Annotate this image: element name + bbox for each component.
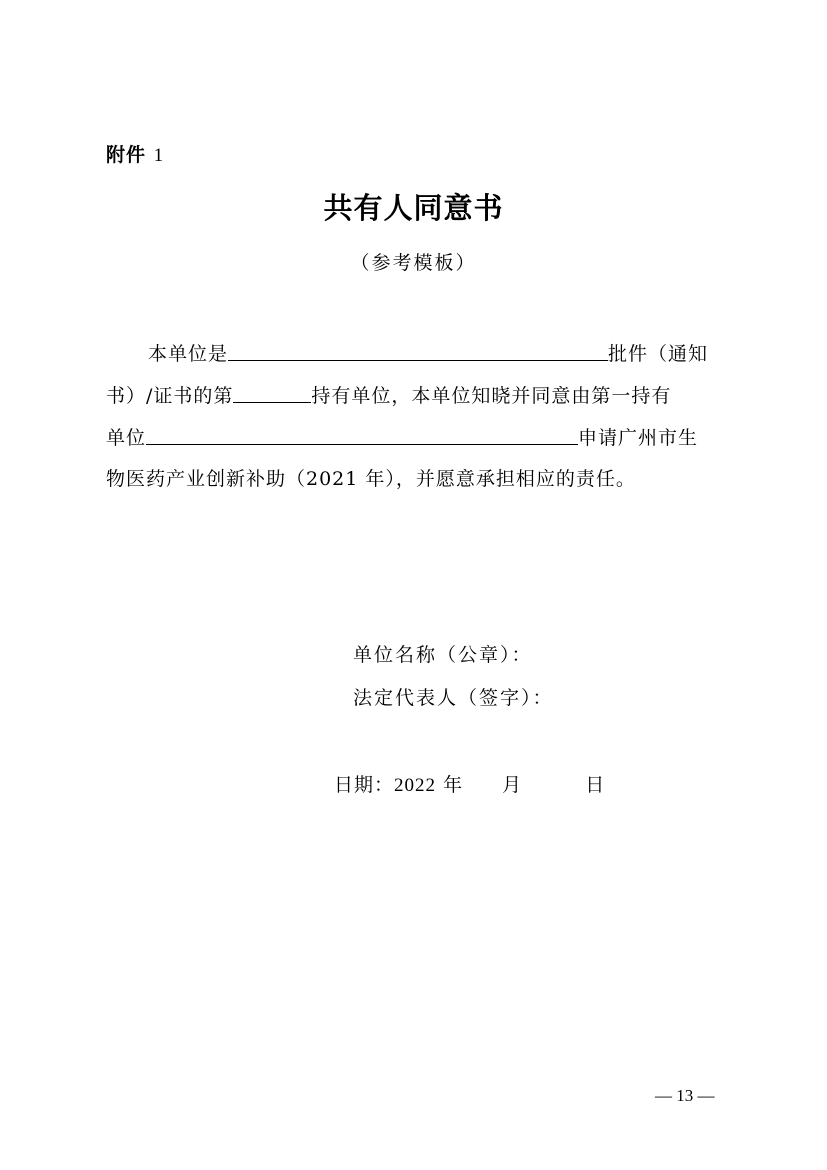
body-line-1-start: 本单位是	[148, 343, 229, 365]
body-line-3-start: 单位	[106, 427, 147, 449]
body-line-1-end: 批件（通知	[608, 343, 709, 365]
date-year-unit: 年	[443, 774, 464, 796]
unit-name-label: 单位名称（公章）：	[353, 644, 533, 666]
body-line-2-end: 持有单位，本单位知晓并同意由第一持有	[311, 385, 672, 407]
first-holder-blank[interactable]	[146, 422, 578, 445]
page-number: — 13 —	[655, 1086, 715, 1105]
body-line-3-end: 申请广州市生	[578, 427, 699, 449]
attachment-label-text: 附件	[106, 144, 147, 166]
date-day-unit: 日	[585, 774, 606, 796]
approval-name-blank[interactable]	[228, 338, 608, 361]
document-title: 共有人同意书	[323, 191, 504, 225]
body-line-4: 物医药产业创新补助（2021 年），并愿意承担相应的责任。	[106, 468, 636, 490]
date-year: 2022	[394, 775, 437, 796]
body-line-2-start: 书）/证书的第	[106, 385, 234, 407]
legal-representative-label: 法定代表人（签字）：	[353, 687, 554, 709]
body-line-2	[106, 380, 722, 410]
attachment-label	[106, 140, 164, 167]
document-subtitle: （参考模板）	[350, 252, 477, 274]
body-line-1	[106, 338, 722, 368]
date-label: 日期：	[334, 774, 395, 796]
date-line	[334, 770, 605, 797]
holder-rank-blank[interactable]	[233, 380, 311, 403]
body-line-3	[106, 422, 722, 452]
attachment-number: 1	[153, 145, 165, 166]
date-month-unit: 月	[502, 774, 523, 796]
